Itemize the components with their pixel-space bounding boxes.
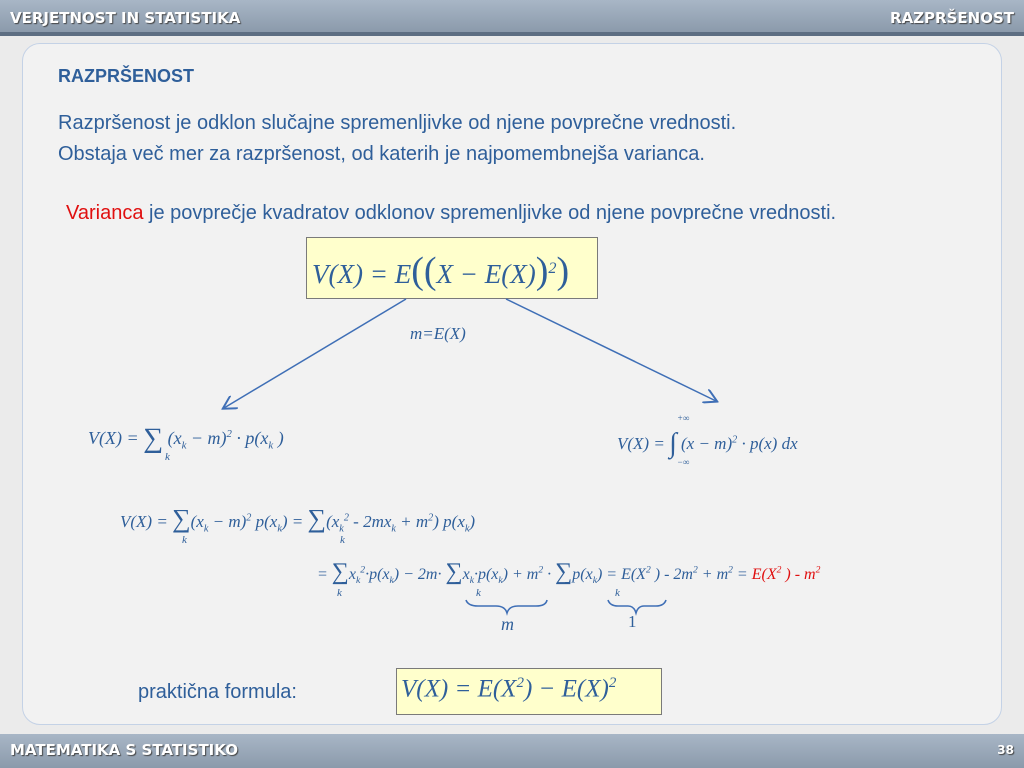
discrete-variance-formula: V(X) = ∑ k $(x_k - m)^2 \cdot p(x_k$ )	[88, 423, 284, 463]
page-number: 38	[997, 743, 1014, 757]
derivation-line-2: = $\sum x_k^2\cdot p(x_k) - 2m\cdot \sum x_k\cdot p(x_k) + m^2 \cdot \sum p(x_k) = E(X^2$ ) - $2m^2 + m^2 = E(X^2$ ) - $m^2$ k k k	[317, 559, 821, 599]
slide-heading: RAZPRŠENOST	[58, 66, 195, 86]
brace-m-label: m	[501, 614, 514, 634]
derivation-line-1: $V(X) = \sum(x_k - m)^2$ $p(x_k) = \sum(x_k^2 - 2mx_k + m^2)$ $p(x_k)$ k k	[120, 504, 476, 546]
footer-title: MATEMATIKA S STATISTIKO	[10, 741, 238, 759]
variance-word: Varianca	[66, 202, 144, 224]
m-definition: m=E(X)	[410, 324, 466, 343]
variance-formula: $V(X) = E((X - E(X))^2)$	[312, 250, 570, 292]
variance-definition-text: je povprečje kvadratov odklonov spremenljivke od njene povprečne vrednosti.	[143, 202, 837, 224]
variance-definition	[66, 202, 836, 225]
intro-line-1: Razpršenost je odklon slučajne spremenljivke od njene povprečne vrednosti.	[58, 112, 737, 134]
brace-1-label: 1	[628, 612, 637, 631]
practical-formula-label: praktična formula:	[138, 681, 297, 703]
intro-line-2: Obstaja več mer za razpršenost, od katerih je najpomembnejša varianca.	[58, 143, 705, 165]
header-title: VERJETNOST IN STATISTIKA	[10, 9, 241, 27]
continuous-variance-formula: V(X) = ∫ +∞ −∞ $(x - m)^2 \cdot p(x)$ dx	[617, 413, 798, 467]
header-section: RAZPRŠENOST	[890, 9, 1014, 27]
practical-formula: $V(X) = E(X^2) - E(X)^2$	[401, 675, 617, 703]
